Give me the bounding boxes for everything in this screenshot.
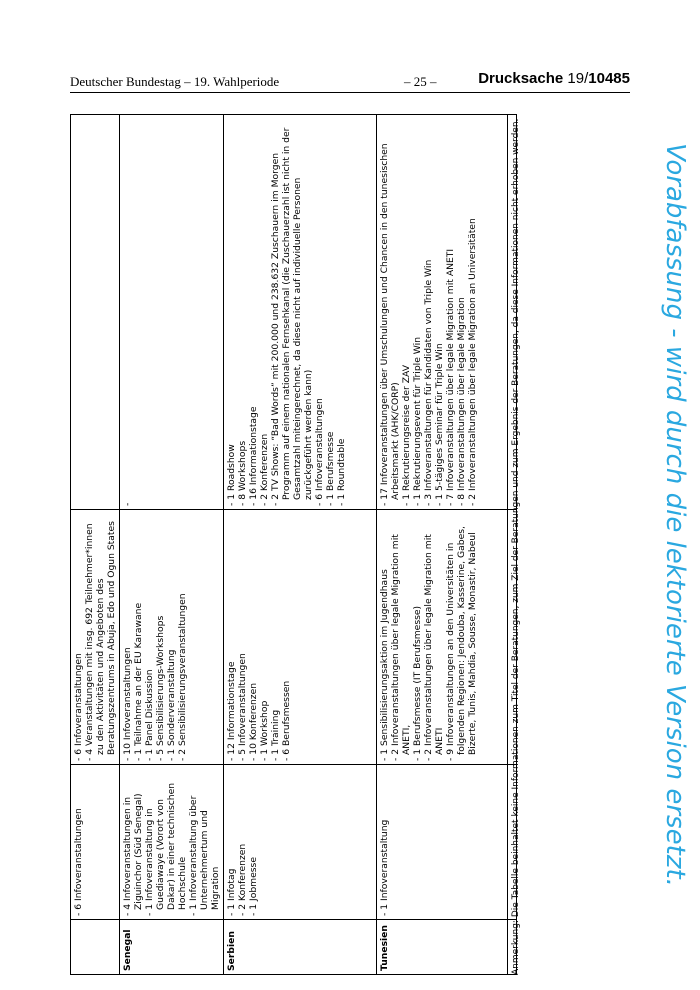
event-item: - 1 Teilnahme an der EU Karawane (133, 602, 144, 761)
country-cell (71, 920, 120, 975)
country-cell: Senegal (120, 920, 224, 975)
events-cell (377, 765, 517, 920)
event-item: - 1 Roundtable (336, 438, 347, 506)
watermark (655, 0, 695, 990)
events-cell (120, 510, 224, 765)
event-item: - 1 Workshop (259, 700, 270, 761)
events-cell (71, 510, 120, 765)
event-item: - 1 Berufsmesse (325, 431, 336, 506)
document-number (478, 70, 630, 87)
event-item: - 5 Sensibilisierungs-Workshops (155, 615, 166, 761)
event-item: - 8 Infoveranstaltungen über legale Migration (456, 297, 467, 506)
event-item: - 16 Informationstage (248, 406, 259, 506)
event-item: - 1 Sensibilisierungsaktion im Jugendhaus (379, 569, 390, 761)
event-item: - 2 Sensibilisierungsveranstaltungen (177, 593, 188, 761)
events-cell (224, 765, 377, 920)
event-item: - 3 Infoveranstaltungen für Kandidaten von Triple Win (423, 259, 434, 506)
event-item: - 4 Infoveranstaltungen in Ziguinchor (Süd Senegal) (122, 793, 144, 916)
events-cell (120, 765, 224, 920)
event-item: - 6 Infoveranstaltungen (73, 808, 84, 916)
event-item: - 12 Informationstage (226, 661, 237, 761)
table-row (120, 115, 224, 975)
event-item: - 6 Infoveranstaltungen (73, 653, 84, 761)
event-item: - 5 Infoveranstaltungen (237, 653, 248, 761)
table-row (224, 115, 377, 975)
event-item: - 8 Workshops (237, 440, 248, 506)
event-item: - 2 TV Shows: “Bad Words” mit 200.000 und 238.632 Zuschauern im Morgen Programm auf einem nationalen Fernsehkanal (die Zuschauerzahl ist nicht in der Gesamtzahl miteingerechnet, da diese nicht auf individuelle Personen zurückgeführt werden kann) (270, 127, 314, 506)
event-item: - 6 Infoveranstaltungen (314, 398, 325, 506)
event-item: - 1 Berufsmesse (IT Berufsmesse) (412, 605, 423, 761)
table-row (71, 115, 120, 975)
note-divider (507, 115, 508, 975)
document-number-value: 10485 (588, 70, 630, 87)
event-item: - 1 Roadshow (226, 444, 237, 506)
event-item: - 10 Infoveranstaltungen (122, 647, 133, 761)
events-cell (71, 765, 120, 920)
event-item: - 1 Sonderveranstaltung (166, 649, 177, 761)
event-item: - 17 Infoveranstaltungen über Umschulungen und Chancen in den tunesischen Arbeitsmarkt (AHK/CORP) (379, 143, 401, 506)
event-item: - 2 Infoveranstaltungen über legale Migration mit ANETI, (390, 534, 412, 761)
event-item: - 1 Rekrutierungsevent für Triple Win (412, 336, 423, 506)
document-number-prefix: 19/ (567, 70, 589, 87)
event-item: - 2 Konferenzen (259, 433, 270, 506)
table-note: Anmerkung: Die Tabelle beinhaltet keine Informationen zum Titel der Beratungen, zum Ziel der Beratungen und zum Ergebnis der Beratungen, da diese Informationen nicht erhoben werden. (511, 118, 521, 975)
event-item: - 6 Berufsmessen (281, 680, 292, 761)
events-cell (377, 510, 517, 765)
event-item: - 2 Konferenzen (237, 843, 248, 916)
event-item: - 1 Infoveranstaltung über Unternehmertum und Migration (188, 795, 221, 916)
event-item: - 1 Infoveranstaltung (379, 819, 390, 916)
page-number: – 25 – (404, 74, 437, 89)
event-item: - 2 Infoveranstaltungen über legale Migration an Universitäten (467, 218, 478, 506)
document-label: Drucksache (478, 70, 564, 87)
rotated-page-content (70, 115, 520, 975)
event-item: - 1 5-tägiges Seminar für Triple Win (434, 343, 445, 506)
table-row (377, 115, 517, 975)
header-publisher: Deutscher Bundestag – 19. Wahlperiode (70, 74, 280, 89)
event-item: - 1 Training (270, 709, 281, 761)
event-item: - 9 Infoveranstaltungen an den Universitäten in folgenden Regionen: Jendouba, Kasserine, Gabes, Bizerte, Tunis, Mahdia, Sousse, Monastir, Nabeul (445, 526, 478, 761)
watermark-text: Vorabfassung - wird durch die lektorierte Version ersetzt. (660, 143, 690, 887)
country-cell: Tunesien (377, 920, 517, 975)
event-item: - 7 Infoveranstaltungen über legale Migration mit ANETI (445, 248, 456, 506)
event-item: - 1 Infoveranstaltung in Guediawaye (Vorort von Dakar) in einer technischen Hochschule (144, 782, 188, 916)
events-cell (224, 510, 377, 765)
events-cell (71, 115, 120, 510)
event-item: - (122, 502, 133, 506)
events-cell (224, 115, 377, 510)
event-item: - 10 Konferenzen (248, 682, 259, 761)
event-item: - 4 Veranstaltungen mit insg. 692 Teilnehmer*innen zu den Aktivitäten und Angeboten des Beratungszentrums in Abuja, Edo und Ogun States (84, 521, 117, 761)
page-header (70, 70, 630, 92)
event-item: - 2 Infoveranstaltungen über legale Migration mit ANETI (423, 534, 445, 761)
country-cell: Serbien (224, 920, 377, 975)
events-table (70, 115, 498, 975)
events-cell (120, 115, 224, 510)
event-item: - 1 Rekrutierungsreise der ZAV (401, 365, 412, 506)
event-item: - 1 Panel Diskussion (144, 669, 155, 761)
events-cell (377, 115, 517, 510)
event-item: - 1 Infotag (226, 868, 237, 916)
header-divider (70, 92, 630, 93)
event-item: - 1 Jobmesse (248, 857, 259, 916)
